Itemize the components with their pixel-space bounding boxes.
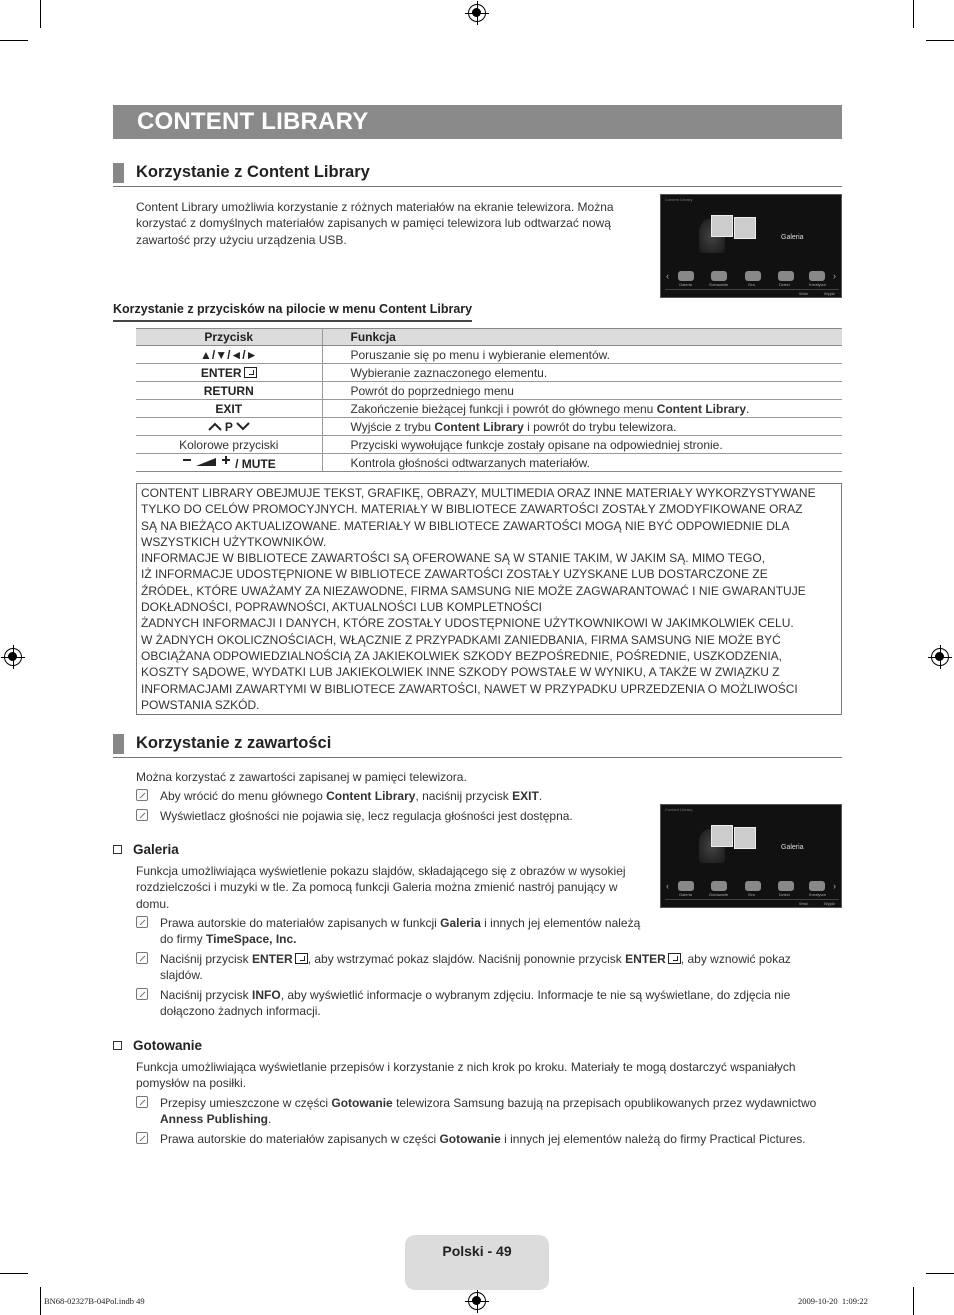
remote-buttons-heading: Korzystanie z przycisków na pilocie w menu Content Library [113, 301, 472, 322]
icon-label: Galeria [679, 892, 692, 897]
function-cell [322, 400, 842, 418]
function-cell: Powrót do poprzedniego menu [322, 382, 842, 400]
disclaimer-line: WSZYSTKICH UŻYTKOWNIKÓW. [141, 534, 327, 549]
note-text: slajdów. [160, 968, 203, 983]
print-slug-left: BN68-02327B-04Pol.indb 49 [44, 1296, 145, 1306]
right-arrow-icon: › [833, 881, 836, 891]
remote-buttons-table [136, 328, 842, 472]
note-text: do firmy [160, 932, 207, 947]
icon-label: Kreatywa [809, 282, 826, 287]
enter-icon [668, 953, 681, 964]
key-cell [136, 418, 322, 436]
note-text: . [268, 1112, 272, 1127]
note-text: , aby wznowić pokaz [680, 952, 791, 966]
gotowanie-icon [711, 881, 727, 891]
gra-icon [745, 271, 761, 281]
note-icon [136, 988, 148, 1000]
key-cell: ▲/▼/◄/► [136, 346, 322, 364]
note-icon [136, 789, 148, 801]
disclaimer-line: IŻ INFORMACJE UDOSTĘPNIONE W BIBLIOTECE ZAWARTOŚCI ZOSTAŁY UZYSKANE LUB DOSTARCZONE ZE [141, 567, 768, 582]
note-bold: Galeria [440, 916, 481, 930]
intro-line: Content Library umożliwia korzystanie z różnych materiałów na ekranie telewizora. Można [136, 200, 614, 214]
note-bold: EXIT [512, 789, 539, 803]
section-heading-text: Korzystanie z zawartości [136, 734, 332, 752]
disclaimer-line: TYLKO DO CELÓW PROMOCYJNYCH. MATERIAŁY W BIBLIOTECE ZAWARTOŚCI ZOSTAŁY ZMODYFIKOWANE ORAZ [141, 502, 803, 517]
frame-image [734, 217, 756, 239]
page-number-tab [405, 1235, 549, 1290]
disclaimer-line: POWSTANIA SZKÓD. [141, 697, 260, 712]
table-row [136, 382, 842, 400]
table-row [136, 436, 842, 454]
note-text: dołączono żadnych informacji. [160, 1004, 321, 1019]
note-info [160, 987, 842, 1020]
exit-hint: Wyjdź [824, 291, 835, 296]
fn-bold: Content Library [656, 401, 747, 416]
screenshot-header: Content Library [665, 197, 693, 202]
disclaimer-line: DOKŁADNOŚCI, POPRAWNOŚCI, AKTUALNOŚCI LUB KOMPLETNOŚCI [141, 600, 542, 615]
note-icon [136, 809, 148, 821]
note-text: i innych jej elementów należą do firmy Practical Pictures. [500, 1132, 806, 1146]
exit-hint: Wyjdź [824, 901, 835, 906]
registration-mark-icon [4, 648, 22, 666]
note-text: Naciśnij przycisk [160, 988, 253, 1002]
galeria-description [136, 863, 651, 912]
chevron-down-icon [236, 422, 250, 431]
section-marker [113, 734, 124, 754]
table-row [136, 418, 842, 436]
screenshot-divider [665, 899, 839, 900]
gra-icon [745, 881, 761, 891]
table-header-row [136, 329, 842, 346]
note-bold: Gotowanie [331, 1096, 393, 1110]
crop-mark [0, 40, 28, 41]
checkbox-bullet-icon [113, 1041, 122, 1050]
note-bold: Gotowanie [439, 1132, 501, 1146]
note-text: , naciśnij przycisk [415, 789, 513, 803]
key-cell [136, 364, 322, 382]
function-cell [322, 418, 842, 436]
disclaimer-box [136, 483, 842, 715]
galeria-icon [678, 271, 694, 281]
page-title-bar [113, 105, 842, 139]
note-icon [136, 1096, 148, 1108]
frame-image [711, 825, 733, 847]
enter-icon [244, 367, 257, 378]
note-text: , aby wstrzymać pokaz slajdów. Naciśnij ponownie przycisk [307, 952, 626, 966]
note-icon [136, 1132, 148, 1144]
gotowanie-description [136, 1059, 842, 1092]
frame-image [734, 827, 756, 849]
enter-icon [295, 953, 308, 964]
section-heading-usage [113, 163, 842, 187]
icon-label: Gotowanie [709, 282, 729, 287]
galeria-icon [678, 881, 694, 891]
fn-text: Wyjście z trybu [350, 419, 435, 434]
disclaimer-line: CONTENT LIBRARY OBEJMUJE TEKST, GRAFIKĘ, OBRAZY, MULTIMEDIA ORAZ INNE MATERIAŁY WYKORZYSTYWANE [141, 486, 816, 500]
registration-mark-icon [468, 1292, 486, 1310]
crop-mark [40, 0, 41, 28]
section-marker [113, 163, 124, 183]
note-return [160, 788, 542, 804]
section-heading-text: Korzystanie z Content Library [136, 163, 370, 181]
disclaimer-line: ŻADNYCH INFORMACJI I DANYCH, KTÓRE ZOSTAŁY UDOSTĘPNIONE UŻYTKOWNIKOWI W JAKIMKOLWIEK CELU. [141, 616, 794, 631]
note-bold: TimeSpace, Inc. [206, 932, 297, 947]
icon-label: Dzieci [779, 892, 790, 897]
note-bold: ENTER [625, 952, 666, 966]
registration-mark-icon [468, 4, 486, 22]
note-text: Naciśnij przycisk [160, 952, 253, 966]
disclaimer-line: INFORMACJE W BIBLIOTECE ZAWARTOŚCI SĄ OFEROWANE SĄ W STANIE TAKIM, W JAKIM SĄ. MIMO TEGO, [141, 551, 766, 566]
crop-mark [913, 1287, 914, 1315]
note-text: i innych jej elementów należą [480, 916, 641, 930]
gotowanie-icon [711, 271, 727, 281]
table-row [136, 400, 842, 418]
icon-label: Gotowanie [709, 892, 729, 897]
intro-line: korzystać z domyślnych materiałów zapisanych w pamięci telewizora lub odtwarzać nową [136, 216, 611, 231]
icon-label: Gra [748, 892, 755, 897]
section2-intro: Można korzystać z zawartości zapisanej w pamięci telewizora. [136, 770, 467, 784]
dzieci-icon [778, 881, 794, 891]
note-icon [136, 952, 148, 964]
volume-icon [182, 455, 232, 468]
function-cell: Poruszanie się po menu i wybieranie elementów. [322, 346, 842, 364]
disclaimer-line: KOSZTY SĄDOWE, WYDATKI LUB JAKIEKOLWIEK INNE SZKODY POWSTAŁE W WYNIKU, A TAKŻE W ZWIĄZKU Z [141, 665, 780, 680]
section-heading-content [113, 734, 842, 758]
crop-mark [913, 0, 914, 28]
key-cell [136, 454, 322, 472]
disclaimer-line: OBCIĄŻANA ODPOWIEDZIALNOŚCIĄ ZA JAKIEKOLWIEK SZKODY BEZPOŚREDNIE, POŚREDNIE, USZKODZENIA, [141, 648, 783, 663]
gotowanie-heading-text: Gotowanie [133, 1038, 203, 1053]
function-cell: Przyciski wywołujące funkcje zostały opisane na odpowiedniej stronie. [322, 436, 842, 454]
left-arrow-icon: ‹ [666, 271, 669, 281]
right-arrow-icon: › [833, 271, 836, 281]
galeria-heading-text: Galeria [133, 842, 179, 857]
left-arrow-icon: ‹ [666, 881, 669, 891]
screenshot-divider [665, 289, 839, 290]
intro-paragraph [136, 199, 646, 248]
kreatywa-icon [809, 271, 825, 281]
column-header: Przycisk [136, 329, 322, 346]
key-cell: Kolorowe przyciski [136, 436, 322, 454]
key-label: / MUTE [235, 456, 276, 471]
dzieci-icon [778, 271, 794, 281]
desc-line: rozdzielczości i muzyki w tle. Za pomocą funkcji Galeria można zmienić nastrój panujący w [136, 880, 618, 895]
note-volume: Wyświetlacz głośności nie pojawia się, lecz regulacja głośności jest dostępna. [160, 809, 573, 823]
crop-mark [926, 40, 954, 41]
screenshot-label: Galeria [781, 234, 804, 241]
note-anness [160, 1095, 842, 1128]
table-row [136, 454, 842, 472]
kreatywa-icon [809, 881, 825, 891]
note-enter-pause [160, 951, 842, 984]
galeria-heading [113, 842, 179, 857]
table-row [136, 364, 842, 382]
return-hint: Wróć [799, 901, 809, 906]
chevron-up-icon [208, 422, 222, 431]
desc-line: Funkcja umożliwiająca wyświetlanie przepisów i korzystanie z nich krok po kroku. Materiały te mogą dostarczyć wspaniałych [136, 1060, 796, 1074]
disclaimer-line: INFORMACJAMI ZAWARTYMI W BIBLIOTECE ZAWARTOŚCI, NAWET W PRZYPADKU UPRZEDZENIA O MOŻLIWOŚCI [141, 681, 798, 696]
note-practical-pictures [160, 1131, 842, 1147]
note-text: , aby wyświetlić informacje o wybranym zdjęciu. Informacje te nie są wyświetlane, do zdjęcia nie [280, 988, 791, 1002]
crop-mark [926, 1273, 954, 1274]
key-label: ENTER [200, 365, 242, 380]
screenshot-header: Content Library [665, 807, 693, 812]
crop-mark [0, 1273, 28, 1274]
return-hint: Wróć [799, 291, 809, 296]
page-number: Polski - 49 [442, 1243, 512, 1259]
icon-label: Gra [748, 282, 755, 287]
note-icon [136, 916, 148, 928]
function-cell: Kontrola głośności odtwarzanych materiałów. [322, 454, 842, 472]
page-title: CONTENT LIBRARY [137, 108, 369, 135]
note-bold: ENTER [252, 952, 293, 966]
disclaimer-line: SĄ NA BIEŻĄCO AKTUALIZOWANE. MATERIAŁY W BIBLIOTECE ZAWARTOŚCI MOGĄ NIE BYĆ ODPOWIEDNIE DLA [141, 518, 790, 533]
screenshot-label: Galeria [781, 844, 804, 851]
column-header: Funkcja [322, 329, 842, 346]
note-text: Prawa autorskie do materiałów zapisanych w funkcji [160, 916, 441, 930]
fn-bold: Content Library [434, 419, 524, 434]
print-slug-right: 2009-10-20 ⁣⁣ 1:09:22 [798, 1296, 868, 1306]
fn-text: . [746, 401, 750, 416]
fn-text: Zakończenie bieżącej funkcji i powrót do głównego menu [350, 401, 657, 416]
note-galeria-copyright [160, 915, 640, 948]
galeria-screenshot [660, 804, 842, 908]
table-row [136, 346, 842, 364]
icon-label: Kreatywa [809, 892, 826, 897]
note-text: Przepisy umieszczone w części [160, 1096, 332, 1110]
note-bold: Content Library [326, 789, 416, 803]
note-bold: INFO [252, 988, 281, 1002]
icon-label: Dzieci [779, 282, 790, 287]
desc-line: domu. [136, 896, 170, 911]
checkbox-bullet-icon [113, 845, 122, 854]
gotowanie-heading [113, 1038, 202, 1053]
key-label: P [224, 419, 233, 434]
intro-line: zawartość przy użyciu urządzenia USB. [136, 232, 347, 247]
note-bold: Anness Publishing [160, 1112, 269, 1127]
disclaimer-line: ŹRÓDEŁ, KTÓRE UWAŻAMY ZA NIEZAWODNE, FIRMA SAMSUNG NIE MOŻE ZAGWARANTOWAĆ I NIE GWARANTUJE [141, 583, 806, 598]
desc-line: Funkcja umożliwiająca wyświetlenie pokazu slajdów, składającego się z obrazów w wysokiej [136, 864, 626, 878]
registration-mark-icon [931, 648, 949, 666]
key-cell: RETURN [136, 382, 322, 400]
frame-image [711, 215, 733, 237]
note-text: . [538, 789, 543, 803]
note-text: telewizora Samsung bazują na przepisach opublikowanych przez wydawnictwo [392, 1096, 817, 1110]
crop-mark [40, 1287, 41, 1315]
note-text: Aby wrócić do menu głównego [160, 789, 327, 803]
icon-label: Galeria [679, 282, 692, 287]
disclaimer-line: W ŻADNYCH OKOLICZNOŚCIACH, WŁĄCZNIE Z PRZYPADKAMI ZANIEDBANIA, FIRMA SAMSUNG NIE MOŻE BYĆ [141, 632, 781, 647]
desc-line: pomysłów na posiłki. [136, 1076, 247, 1091]
function-cell: Wybieranie zaznaczonego elementu. [322, 364, 842, 382]
note-text: Prawa autorskie do materiałów zapisanych w części [160, 1132, 440, 1146]
fn-text: i powrót do trybu telewizora. [523, 419, 677, 434]
key-cell: EXIT [136, 400, 322, 418]
content-library-screenshot [660, 194, 842, 298]
